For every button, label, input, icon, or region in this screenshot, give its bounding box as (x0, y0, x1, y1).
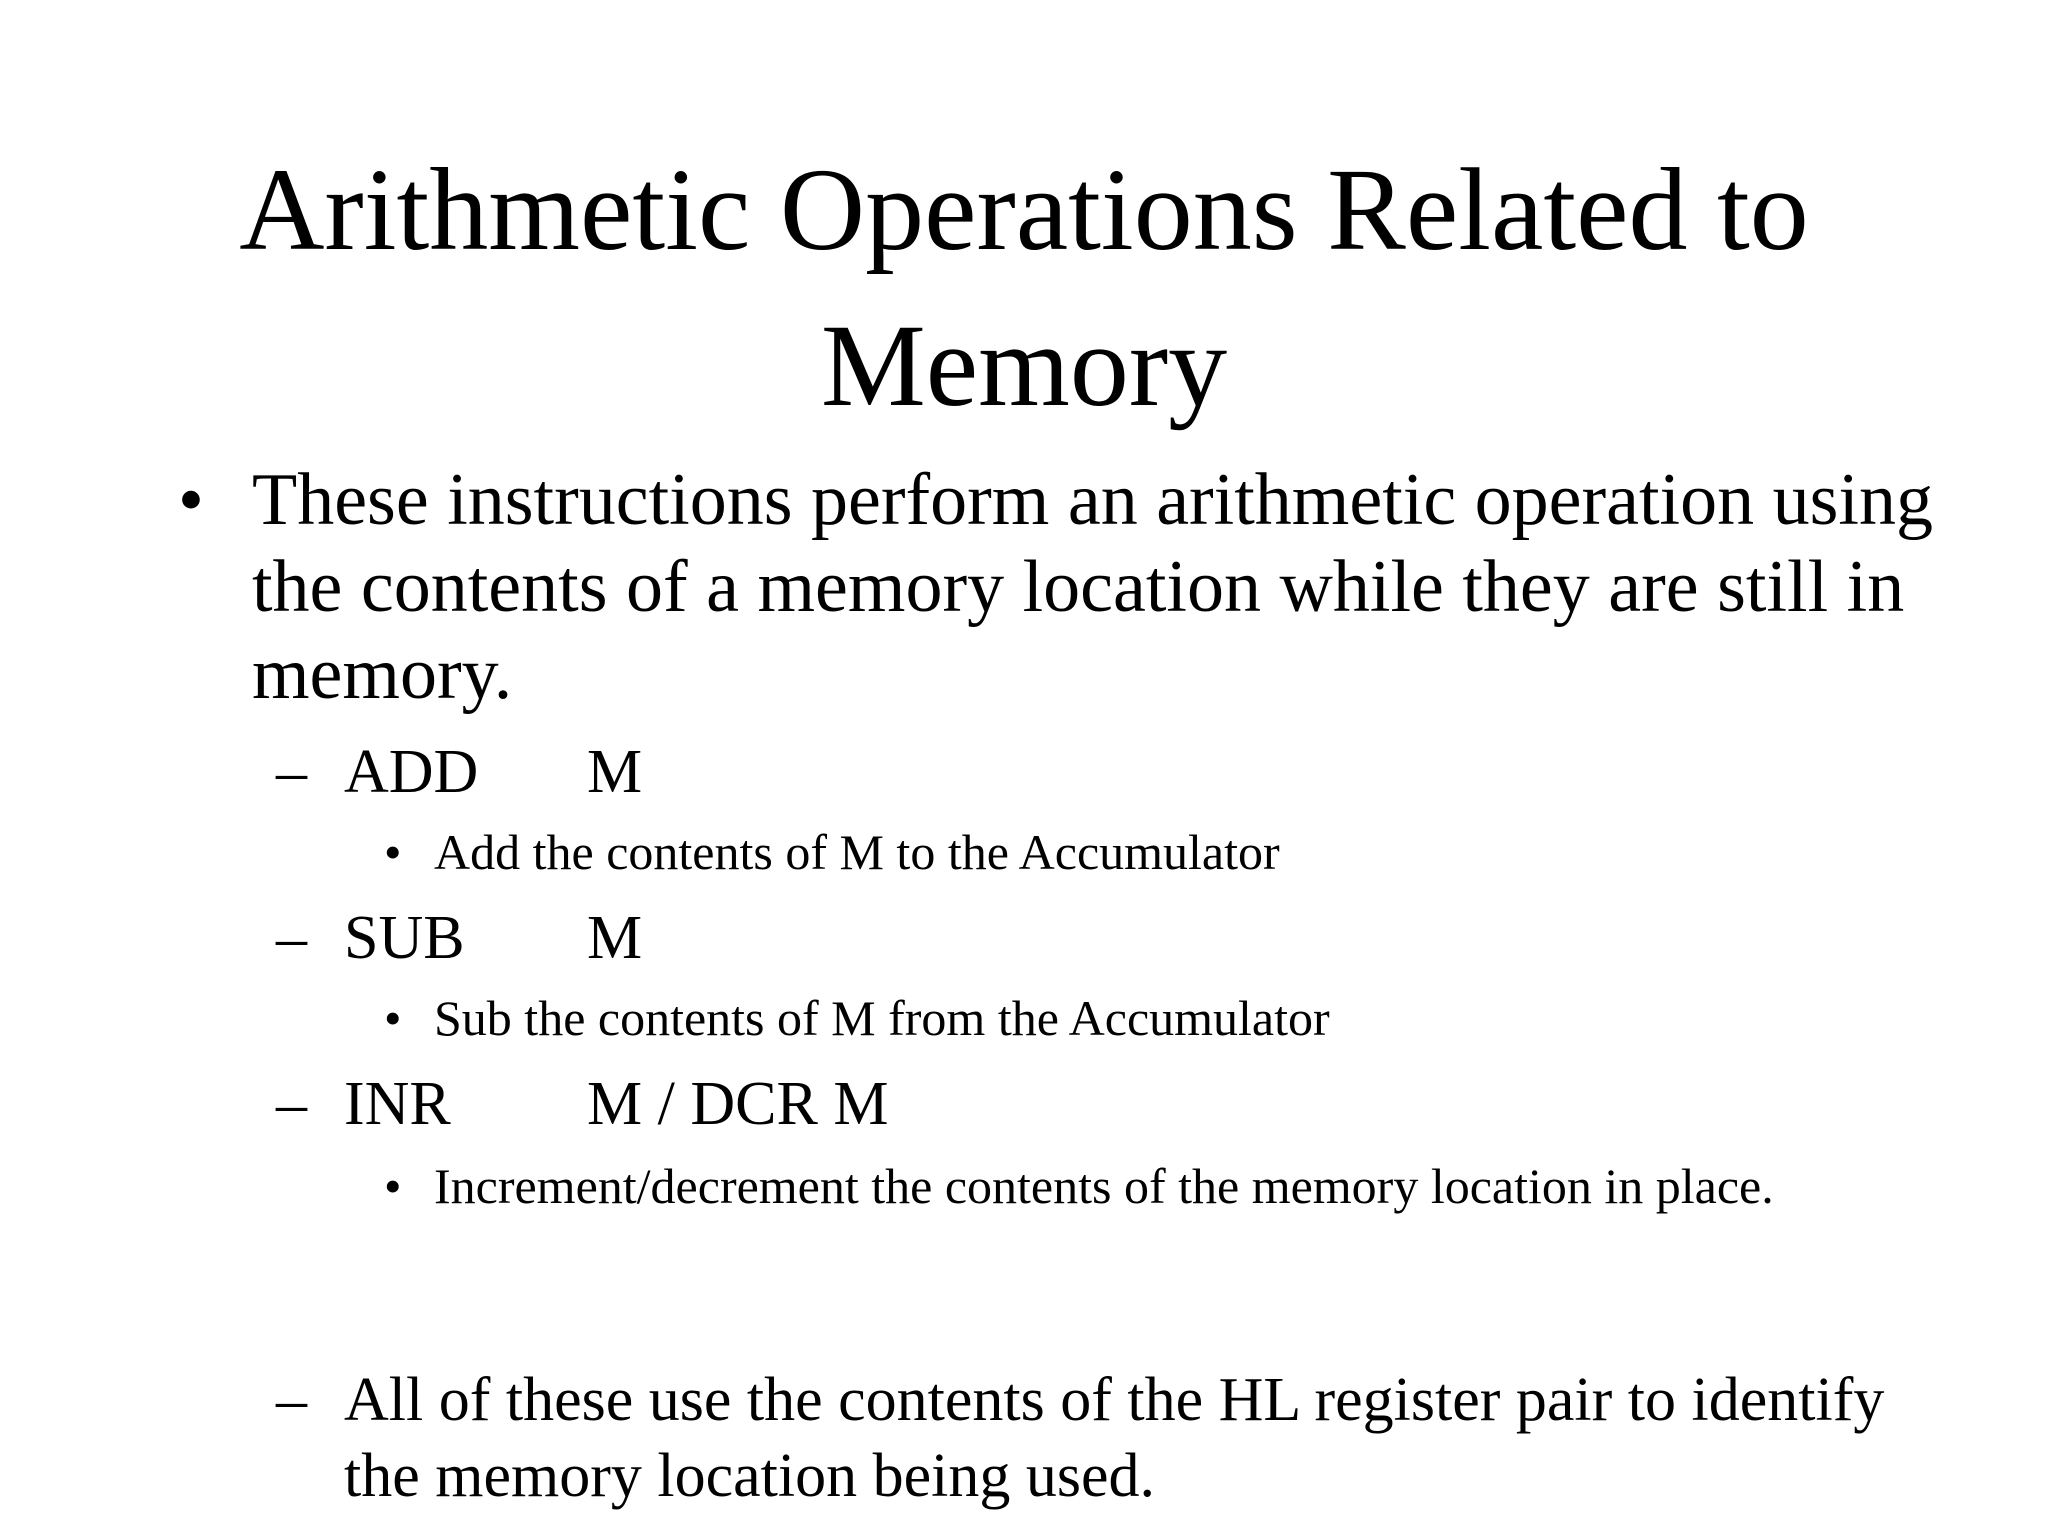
main-bullet-text: These instructions perform an arithmetic operation using the contents of a memory location while they are still in memory. (252, 459, 1933, 715)
instruction-description: Increment/decrement the contents of the memory location in place. (434, 1158, 1774, 1214)
slide-title (0, 132, 2048, 444)
dash-icon: – (276, 904, 307, 972)
dash-icon: – (276, 1366, 307, 1434)
instruction-opcode: INR (344, 1070, 451, 1138)
bullet-icon: • (384, 990, 402, 1046)
instruction-operand: M (587, 738, 643, 806)
bullet-icon: • (384, 1158, 402, 1214)
dash-icon: – (276, 738, 307, 806)
instruction-opcode: SUB (344, 904, 465, 972)
slide-title-line-2: Memory (820, 300, 1228, 431)
instruction-description: Sub the contents of M from the Accumulator (434, 990, 1330, 1046)
closing-note-text: All of these use the contents of the HL register pair to identify the memory location being used. (344, 1366, 1885, 1510)
instruction-opcode: ADD (344, 738, 479, 806)
instruction-operand: M / DCR M (587, 1070, 889, 1138)
instruction-description: Add the contents of M to the Accumulator (434, 824, 1280, 880)
instruction-operand: M (587, 904, 643, 972)
bullet-icon: • (384, 824, 402, 880)
dash-icon: – (276, 1070, 307, 1138)
slide-title-line-1: Arithmetic Operations Related to (239, 144, 1809, 275)
bullet-icon: • (178, 459, 204, 541)
